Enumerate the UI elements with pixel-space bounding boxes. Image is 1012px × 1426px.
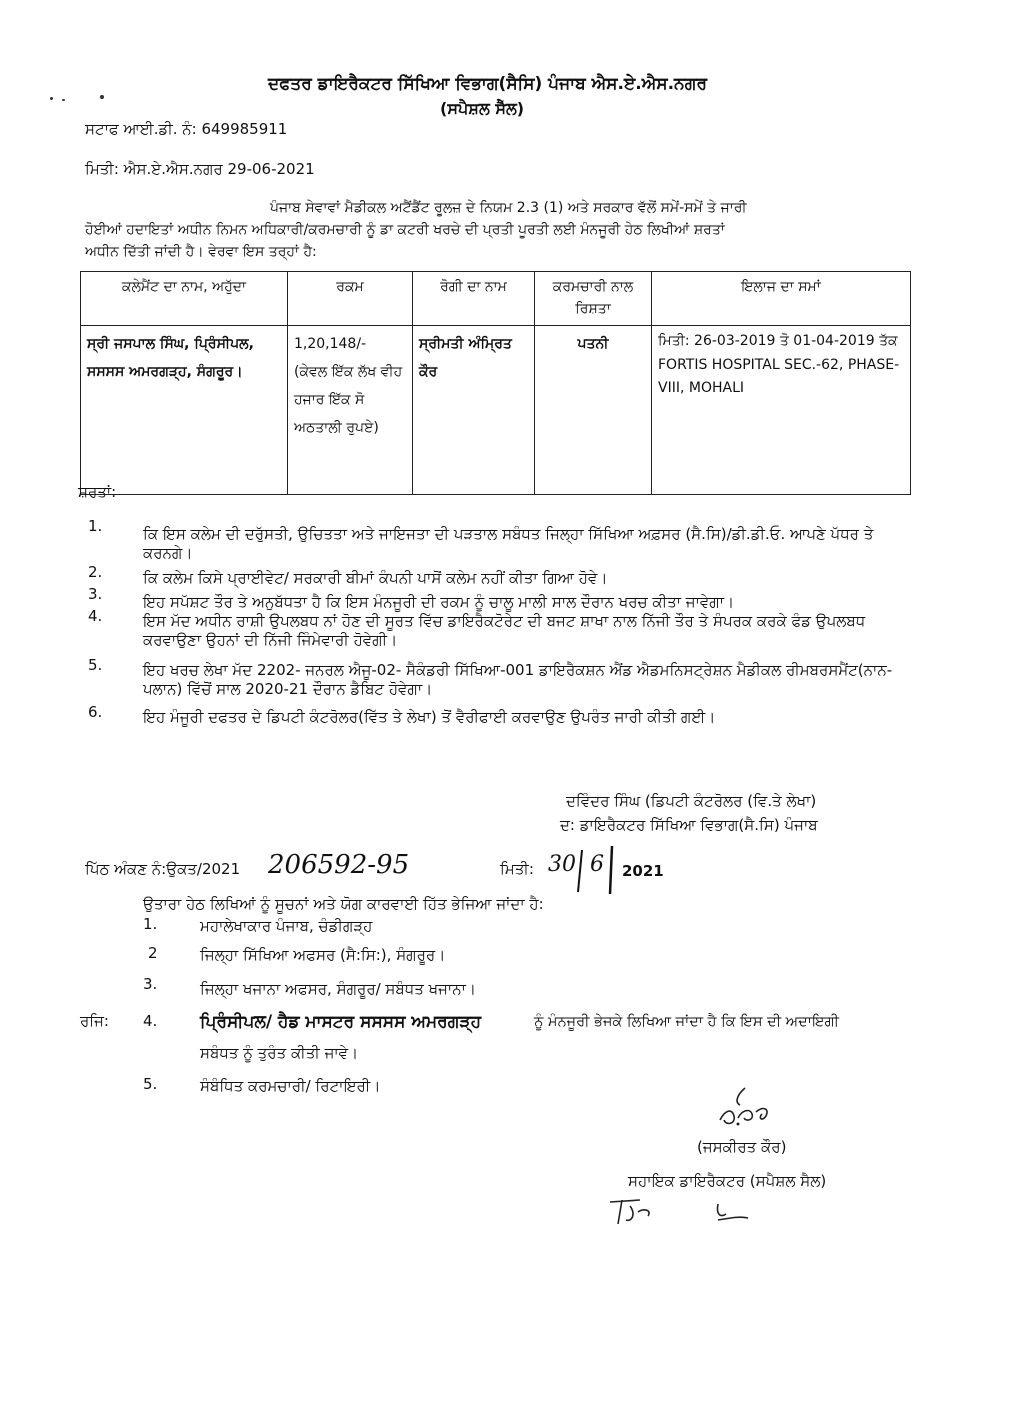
claim-table xyxy=(80,271,911,495)
registered-label: ਰਜਿ: xyxy=(80,1012,109,1030)
table-header-row xyxy=(81,272,911,326)
recipient-number: 4. xyxy=(143,1012,158,1030)
handwritten-signature xyxy=(700,1080,790,1140)
recipient-number: 3. xyxy=(143,975,158,993)
issue-date: ਮਿਤੀ: ਐਸ.ਏ.ਐਸ.ਨਗਰ 29-06-2021 xyxy=(85,160,315,178)
deputy-controller-name: ਦਵਿੰਦਰ ਸਿੰਘ (ਡਿਪਟੀ ਕੰਟਰੋਲਰ (ਵਿ.ਤੇ ਲੇਖਾ) xyxy=(566,792,817,810)
intro-line-3: ਅਧੀਨ ਦਿੱਤੀ ਜਾਂਦੀ ਹੈ। ਵੇਰਵਾ ਇਸ ਤਰ੍ਹਾਂ ਹੈ: xyxy=(85,244,317,260)
header-claimant: ਕਲੇਮੈਂਟ ਦਾ ਨਾਮ, ਅਹੁੱਦਾ xyxy=(81,272,288,326)
condition-number: 2. xyxy=(88,563,103,581)
condition-text: ਇਸ ਮੱਦ ਅਧੀਨ ਰਾਸ਼ੀ ਉਪਲਬਧ ਨਾਂ ਹੋਣ ਦੀ ਸੂਰਤ ਵਿੱਚ ਡਾਇਰੈਕਟੋਰੇਟ ਦੀ ਬਜਟ ਸ਼ਾਖਾ ਨਾਲ ਨਿੱਜੀ ਤੌਰ ਤੇ ਸੰਪਰਕ ਕਰਕੇ ਫੰਡ ਉਪਲਬਧ ਕਰਵਾਉਣਾ ਉਹਨਾਂ ਦੀ ਨਿੱਜੀ ਜਿੰਮੇਵਾਰੀ ਹੋਵੇਗੀ। xyxy=(143,612,866,649)
condition-number: 4. xyxy=(88,607,103,625)
intro-line-2: ਹੋਈਆਂ ਹਦਾਇਤਾਂ ਅਧੀਨ ਨਿਮਨ ਅਧਿਕਾਰੀ/ਕਰਮਚਾਰੀ ਨੂੰ ਡਾ ਕਟਰੀ ਖਰਚੇ ਦੀ ਪ੍ਰਤੀ ਪੂਰਤੀ ਲਈ ਮੰਨਜੂਰੀ ਹੇਠ ਲਿਖੀਆਂ ਸ਼ਰਤਾਂ xyxy=(85,222,725,238)
recipient-text: ਜਿਲ੍ਹਾ ਖਜਾਨਾ ਅਫਸਰ, ਸੰਗਰੂਰ/ ਸਬੰਧਤ ਖਜਾਨਾ। xyxy=(200,980,476,998)
cell-claimant xyxy=(81,325,288,494)
relation-text: ਪਤਨੀ xyxy=(577,335,609,352)
cell-amount xyxy=(288,325,413,494)
endorsement-date-day: 30 xyxy=(548,852,576,877)
condition-number: 3. xyxy=(88,585,103,603)
header-amount: ਰਕਮ xyxy=(288,272,413,326)
condition-text: ਕਿ ਕਲੇਮ ਕਿਸੇ ਪ੍ਰਾਈਵੇਟ/ ਸਰਕਾਰੀ ਬੀਮਾਂ ਕੰਪਨੀ ਪਾਸੋਂ ਕਲੇਮ ਨਹੀਂ ਕੀਤਾ ਗਿਆ ਹੋਵੇ। xyxy=(143,569,608,587)
office-heading: ਦਫਤਰ ਡਾਇਰੈਕਟਰ ਸਿੱਖਿਆ ਵਿਭਾਗ(ਸੈਸਿ) ਪੰਜਾਬ ਐਸ.ਏ.ਐਸ.ਨਗਰ xyxy=(268,74,708,94)
recipient-number: 1. xyxy=(143,915,158,933)
cell-patient xyxy=(413,325,535,494)
amount-words: (ਕੇਵਲ ਇੱਕ ਲੱਖ ਵੀਹ ਹਜਾਰ ਇੱਕ ਸੋ ਅਠਤਾਲੀ ਰੁਪਏ) xyxy=(294,363,403,436)
assistant-director-name: (ਜਸਕੀਰਤ ਕੌਰ) xyxy=(697,1138,787,1156)
scan-speck xyxy=(50,97,53,100)
scan-speck xyxy=(100,95,104,99)
endorsement-date-label: ਮਿਤੀ: xyxy=(500,860,534,878)
scan-speck xyxy=(62,99,65,101)
claimant-text: ਸ੍ਰੀ ਜਸਪਾਲ ਸਿੰਘ, ਪ੍ਰਿੰਸੀਪਲ, ਸਸਸਸ ਅਮਰਗੜ੍ਹ, ਸੰਗਰੂਰ। xyxy=(87,335,254,380)
recipient-number: 2 xyxy=(148,944,158,962)
amount-figure: 1,20,148/- xyxy=(294,335,367,352)
initials-scribble xyxy=(600,1192,770,1232)
cell-subheading: (ਸਪੈਸ਼ਲ ਸੈੱਲ) xyxy=(440,99,525,118)
endorsement-date-year: 2021 xyxy=(622,862,664,880)
conditions-label: ਸ਼ਰਤਾਂ: xyxy=(78,483,117,501)
condition-text: ਇਹ ਖਰਚ ਲੇਖਾ ਮੱਦ 2202- ਜਨਰਲ ਐਜੂ-02- ਸੈਕੰਡਰੀ ਸਿੱਖਿਆ-001 ਡਾਇਰੈਕਸ਼ਨ ਐਂਡ ਐਡਮਨਿਸਟ੍ਰੇਸ਼ਨ ਮੈਡੀਕਲ ਰੀਮਬਰਸਮੈਂਟ(ਨਾਨ-ਪਲਾਨ) ਵਿੱਚੋਂ ਸਾਲ 2020-21 ਦੌਰਾਨ ਡੈਬਿਟ ਹੋਵੇਗਾ। xyxy=(143,661,893,698)
header-period: ਇਲਾਜ ਦਾ ਸਮਾਂ xyxy=(652,272,911,326)
condition-text: ਇਹ ਮੰਜੂਰੀ ਦਫਤਰ ਦੇ ਡਿਪਟੀ ਕੰਟਰੋਲਰ(ਵਿੱਤ ਤੇ ਲੇਖਾ) ਤੋਂ ਵੈਰੀਫਾਈ ਕਰਵਾਉਣ ਉਪਰੰਤ ਜਾਰੀ ਕੀਤੀ ਗਈ। xyxy=(143,708,716,726)
intro-line-1: ਪੰਜਾਬ ਸੇਵਾਵਾਂ ਮੈਡੀਕਲ ਅਟੈਂਡੈਂਟ ਰੂਲਜ਼ ਦੇ ਨਿਯਮ 2.3 (1) ਅਤੇ ਸਰਕਾਰ ਵੱਲੋਂ ਸਮੇਂ-ਸਮੇਂ ਤੇ ਜਾਰੀ xyxy=(270,200,747,216)
patient-name: ਸ੍ਰੀਮਤੀ ਅੰਮ੍ਰਿਤ ਕੌਰ xyxy=(419,335,512,380)
condition-text: ਕਿ ਇਸ ਕਲੇਮ ਦੀ ਦਰੁੱਸਤੀ, ਉਚਿਤਤਾ ਅਤੇ ਜਾਇਜਤਾ ਦੀ ਪੜਤਾਲ ਸਬੰਧਤ ਜਿਲ੍ਹਾ ਸਿੱਖਿਆ ਅਫ਼ਸਰ (ਸੈ.ਸਿ)/ਡੀ.ਡੀ.ਓ. ਆਪਣੇ ਪੱਧਰ ਤੇ ਕਰਨਗੇ। xyxy=(143,525,874,562)
header-relation: ਕਰਮਚਾਰੀ ਨਾਲ ਰਿਸ਼ਤਾ xyxy=(535,272,652,326)
recipient-text: ਮਹਾਲੇਖਾਕਾਰ ਪੰਜਾਬ, ਚੰਡੀਗੜ੍ਹ xyxy=(200,917,373,935)
recipient-text: ਸੰਬੰਧਿਤ ਕਰਮਚਾਰੀ/ ਰਿਟਾਇਰੀ। xyxy=(200,1077,381,1095)
condition-text: ਇਹ ਸਪੱਸ਼ਟ ਤੌਰ ਤੇ ਅਨੁਬੱਧਤਾ ਹੈ ਕਿ ਇਸ ਮੰਨਜੂਰੀ ਦੀ ਰਕਮ ਨੂੰ ਚਾਲੂ ਮਾਲੀ ਸਾਲ ਦੌਰਾਨ ਖਰਚ ਕੀਤਾ ਜਾਵੇਗਾ। xyxy=(143,593,735,611)
recipient-number: 5. xyxy=(143,1075,158,1093)
condition-number: 6. xyxy=(88,703,103,721)
assistant-director-designation: ਸਹਾਇਕ ਡਾਇਰੈਕਟਰ (ਸਪੈਸ਼ਲ ਸੈਲ) xyxy=(628,1172,827,1190)
cell-period xyxy=(652,325,911,494)
staff-id: ਸਟਾਫ ਆਈ.ਡੀ. ਨੰ: 649985911 xyxy=(85,120,288,138)
deputy-controller-office: ਦ: ਡਾਇਰੈਕਟਰ ਸਿੱਖਿਆ ਵਿਭਾਗ(ਸੈ.ਸਿ) ਪੰਜਾਬ xyxy=(560,816,818,834)
table-row xyxy=(81,325,911,494)
endorsement-number: 206592-95 xyxy=(268,850,410,880)
condition-number: 5. xyxy=(88,656,103,674)
copy-line: ਉਤਾਰਾ ਹੇਠ ਲਿਖਿਆਂ ਨੂੰ ਸੂਚਨਾਂ ਅਤੇ ਯੋਗ ਕਾਰਵਾਈ ਹਿੱਤ ਭੇਜਿਆ ਜਾਂਦਾ ਹੈ: xyxy=(143,895,544,913)
header-patient: ਰੋਗੀ ਦਾ ਨਾਮ xyxy=(413,272,535,326)
recipient-text: ਨੂੰ ਮੰਨਜੂਰੀ ਭੇਜਕੇ ਲਿਖਿਆ ਜਾਂਦਾ ਹੈ ਕਿ ਇਸ ਦੀ ਅਦਾਇਗੀ xyxy=(534,1014,839,1030)
recipient-text-cont: ਸਬੰਧਤ ਨੂੰ ਤੁਰੰਤ ਕੀਤੀ ਜਾਵੇ। xyxy=(200,1044,359,1062)
endorsement-date-month: 6 xyxy=(590,852,604,877)
period-text: ਮਿਤੀ: 26-03-2019 ਤੋ 01-04-2019 ਤੱਕ FORTIS HOSPITAL SEC.-62, PHASE-VIII, MOHALI xyxy=(658,332,900,397)
cell-relation xyxy=(535,325,652,494)
endorsement-prefix: ਪਿੱਠ ਅੰਕਣ ਨੰ:ਉਕਤ/2021 xyxy=(85,860,241,878)
recipient-text-bold: ਪ੍ਰਿੰਸੀਪਲ/ ਹੈਡ ਮਾਸਟਰ ਸਸਸਸ ਅਮਰਗੜ੍ਹ xyxy=(200,1012,482,1032)
recipient-text: ਜਿਲ੍ਹਾ ਸਿੱਖਿਆ ਅਫਸਰ (ਸੈ:ਸਿ:), ਸੰਗਰੂਰ। xyxy=(200,946,446,964)
condition-number: 1. xyxy=(88,517,103,535)
